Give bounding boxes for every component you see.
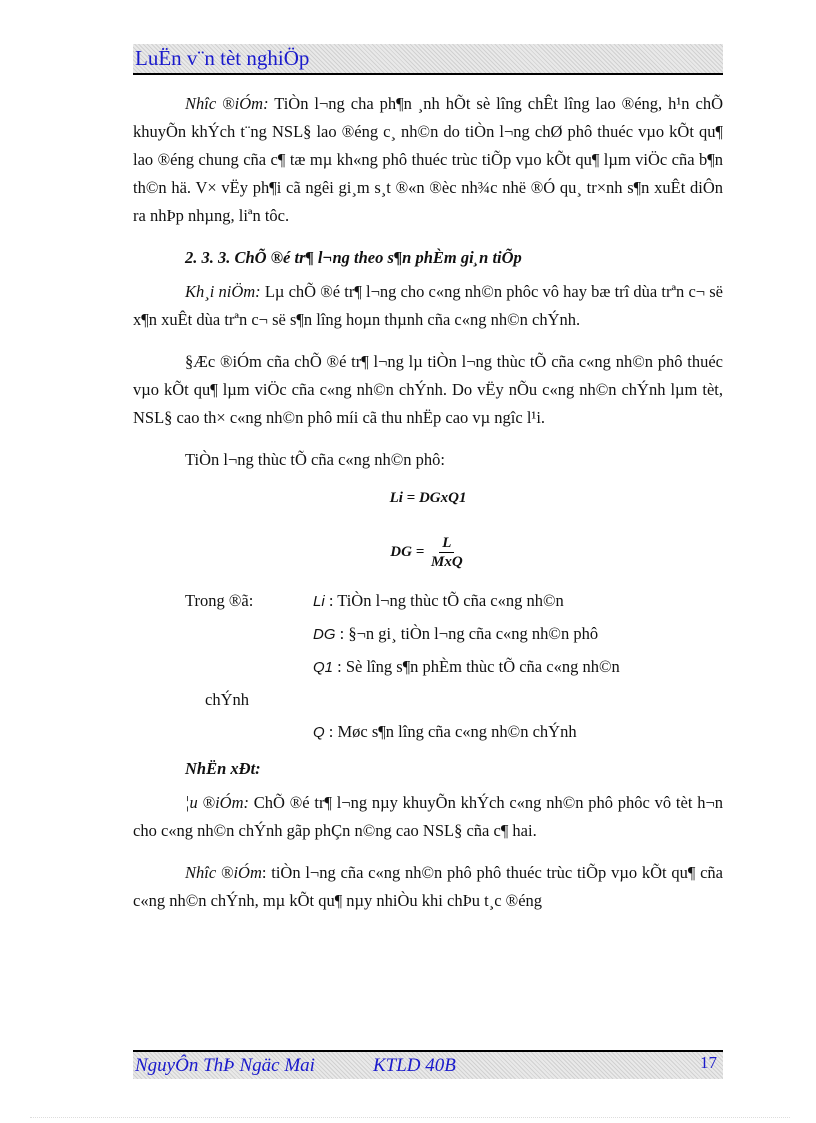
paragraph-label: Nhîc ®iÓm bbox=[185, 863, 262, 882]
definitions-list bbox=[133, 585, 723, 749]
definition-text: : §¬n gi¸ tiÒn l¬ng cña c«ng nh©n phô bbox=[339, 624, 599, 643]
paragraph-advantage bbox=[133, 789, 723, 845]
paragraph-text: Lµ chÕ ®é tr¶ l¬ng cho c«ng nh©n phôc vô hay bæ trî dùa trªn c¬ së x¶n xuÊt dùa trªn c¬ së s¶n lîng hoµn thµnh cña c«ng nh©n chÝnh. bbox=[133, 282, 723, 329]
paragraph-definition bbox=[133, 278, 723, 334]
paragraph-label: ¦u ®iÓm: bbox=[185, 793, 250, 812]
definition-row bbox=[133, 651, 723, 684]
footer-author: NguyÔn ThÞ Ngäc Mai bbox=[135, 1055, 315, 1076]
definition-symbol: Li bbox=[313, 593, 325, 610]
definition-symbol: Q bbox=[313, 724, 325, 741]
formula-lhs: DG = bbox=[390, 543, 425, 560]
definition-symbol: Q1 bbox=[313, 659, 334, 676]
section-heading: 2. 3. 3. ChÕ ®é tr¶ l¬ng theo s¶n phÈm gi¸n tiÕp bbox=[185, 248, 522, 267]
paragraph-characteristics: §Æc ®iÓm cña chÕ ®é tr¶ l¬ng lµ tiÒn l¬ng thùc tÕ cña c«ng nh©n phô thuéc vµo kÕt qu¶ lµm viÖc cña c«ng nh©n chÝnh. Do vËy nÕu c«ng nh©n chÝnh lµm tèt, NSL§ cao th× c«ng nh©n phô míi cã thu nhËp cao vµ ngîc l¹i. bbox=[133, 352, 723, 427]
definition-row bbox=[133, 716, 723, 749]
definition-row bbox=[133, 618, 723, 651]
paragraph-text: ChÕ ®é tr¶ l¬ng nµy khuyÕn khÝch c«ng nh©n phô phôc vô tèt h¬n cho c«ng nh©n chÝnh gãp phÇn n©ng cao NSL§ cña c¶ hai. bbox=[133, 793, 723, 840]
page-footer bbox=[133, 1050, 723, 1079]
definition-text: : Sè lîng s¶n phÈm thùc tÕ cña c«ng nh©n bbox=[337, 657, 620, 676]
page-header bbox=[133, 44, 723, 75]
formula-fraction bbox=[428, 534, 466, 571]
page-number: 17 bbox=[700, 1053, 717, 1072]
paragraph-text: TiÒn l¬ng cha ph¶n ¸nh hÕt sè lîng chÊt lîng lao ®éng, h¹n chÕ khuyÕn khÝch t¨ng NSL§ lao ®éng c¸ nh©n do tiÒn l¬ng chØ phô thuéc vµo kÕt qu¶ lao ®éng chung cña c¶ tæ mµ kh«ng phô thuéc trùc tiÕp vµo kÕt qu¶ lµm viÖc cña b¶n th©n hä. V× vËy ph¶i cã ngêi gi¸m s¸t ®«n ®èc nh¾c nhë ®Ó qu¸ tr×nh s¶n xuÊt diÔn ra nhÞp nhµng, liªn tôc. bbox=[133, 94, 723, 225]
footer-class: KTLD 40B bbox=[373, 1055, 456, 1076]
page-content bbox=[133, 90, 723, 915]
definition-text: : Møc s¶n lîng cña c«ng nh©n chÝnh bbox=[328, 722, 577, 741]
paragraph-label: Nhîc ®iÓm: bbox=[185, 94, 269, 113]
definition-row bbox=[133, 585, 723, 618]
paragraph-label: Kh¸i niÖm: bbox=[185, 282, 261, 301]
formula-denominator: MxQ bbox=[431, 554, 463, 570]
formula-numerator: L bbox=[439, 534, 454, 553]
paragraph-formula-intro: TiÒn l¬ng thùc tÕ cña c«ng nh©n phô: bbox=[185, 450, 446, 469]
paragraph-disadvantage-2 bbox=[133, 859, 723, 915]
page-bottom-divider bbox=[30, 1117, 790, 1118]
definition-text-continued: chÝnh bbox=[205, 690, 249, 709]
header-title: LuËn v¨n tèt nghiÖp bbox=[135, 46, 310, 70]
definition-symbol: DG bbox=[313, 626, 336, 643]
definition-row-continued bbox=[133, 684, 723, 716]
paragraph-text: : tiÒn l¬ng cña c«ng nh©n phô phô thuéc trùc tiÕp vµo kÕt qu¶ cña c«ng nh©n chÝnh, mµ kÕt qu¶ nµy nhiÒu khi chÞu t¸c ®éng bbox=[133, 863, 723, 910]
definitions-intro: Trong ®ã: bbox=[185, 591, 254, 610]
remark-heading: NhËn xÐt: bbox=[185, 759, 261, 778]
formula-unit-price bbox=[133, 534, 723, 571]
formula-wage: Li = DGxQ1 bbox=[389, 490, 467, 506]
definition-text: : TiÒn l¬ng thùc tÕ cña c«ng nh©n bbox=[328, 591, 564, 610]
paragraph-disadvantage bbox=[133, 90, 723, 230]
